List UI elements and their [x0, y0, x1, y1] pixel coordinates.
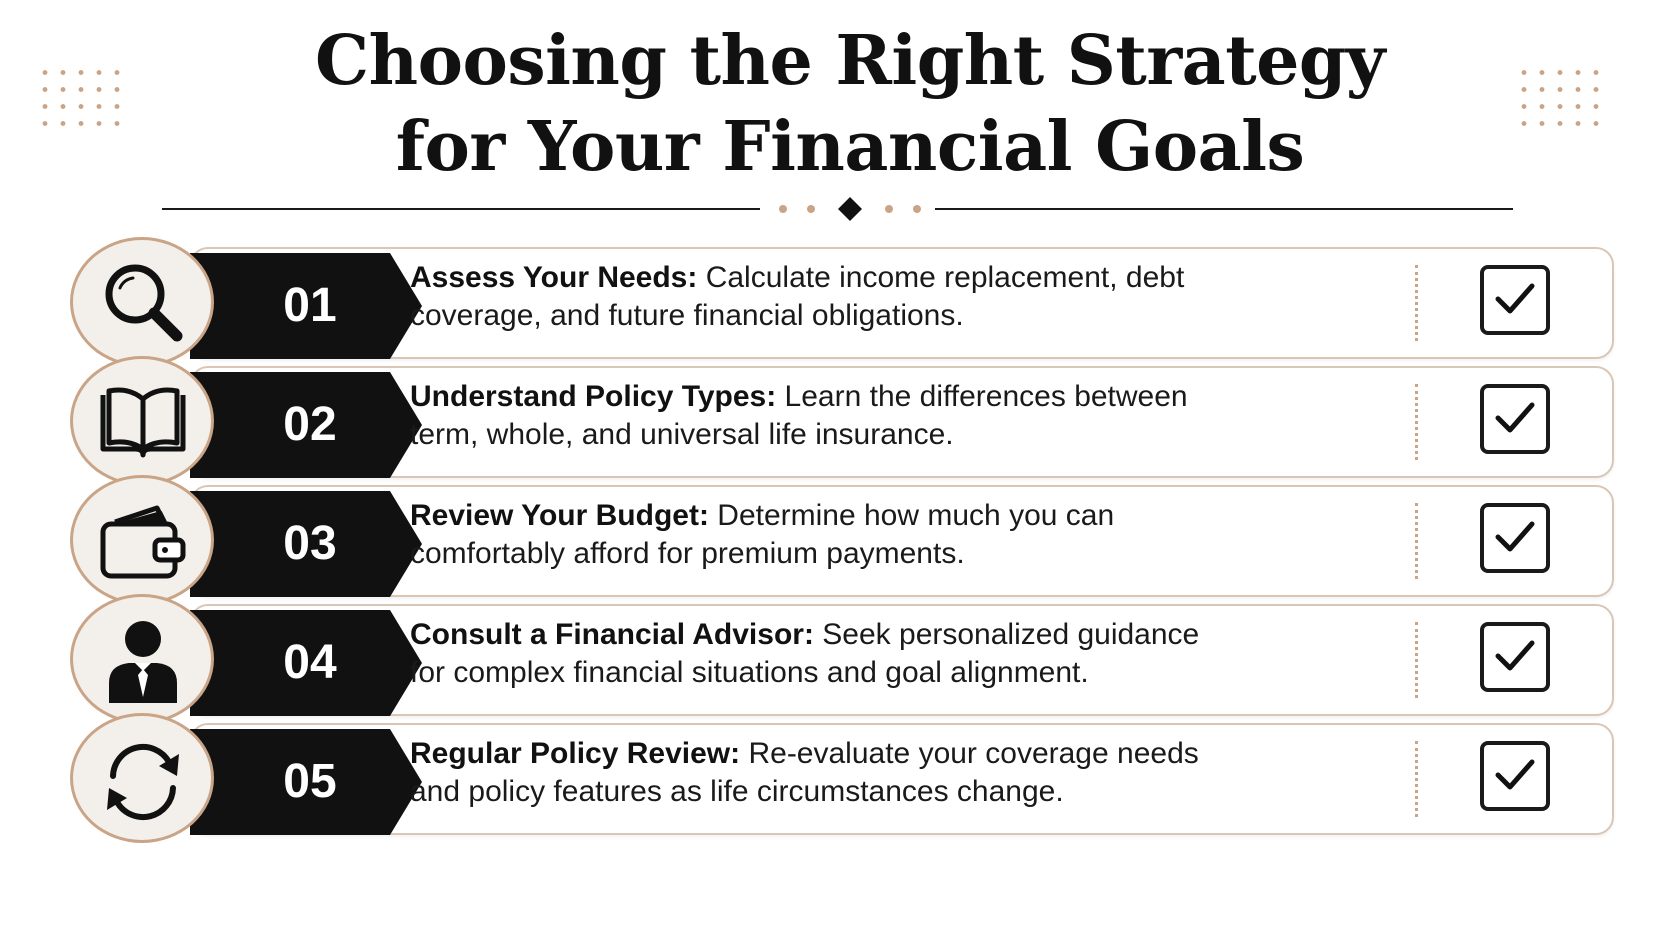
title-divider-left — [162, 208, 760, 210]
step-number: 05 — [283, 755, 337, 808]
checkmark-icon — [1494, 638, 1536, 674]
title-line-1: Choosing the Right Strategy — [315, 21, 1385, 101]
step-row-4 — [70, 594, 1612, 714]
advisor-icon — [95, 613, 191, 709]
step-number: 04 — [283, 636, 337, 689]
step-heading: Review Your Budget: — [410, 499, 709, 532]
step-separator — [1415, 384, 1418, 460]
step-description — [410, 735, 1240, 811]
page-title — [0, 18, 1672, 190]
step-checkbox[interactable] — [1480, 741, 1550, 811]
step-row-1 — [70, 237, 1612, 357]
step-description — [410, 259, 1240, 335]
step-body: Determine how much you can comfortably afford for premium payments. — [410, 499, 1115, 570]
title-line-2: for Your Financial Goals — [395, 107, 1305, 187]
step-separator — [1415, 503, 1418, 579]
step-separator — [1415, 622, 1418, 698]
step-number: 01 — [283, 279, 337, 332]
checkmark-icon — [1494, 519, 1536, 555]
magnifying-glass-icon — [95, 256, 191, 352]
decorative-dot-grid-left — [36, 64, 126, 134]
step-separator — [1415, 741, 1418, 817]
checkmark-icon — [1494, 757, 1536, 793]
title-divider-right — [935, 208, 1513, 210]
step-description — [410, 616, 1240, 692]
step-heading: Understand Policy Types: — [410, 380, 777, 413]
refresh-cycle-icon — [95, 732, 191, 828]
step-number: 03 — [283, 517, 337, 570]
step-heading: Assess Your Needs: — [410, 261, 698, 294]
step-body: Learn the differences between term, whole, and universal life insurance. — [410, 380, 1188, 451]
divider-ornament-icon — [775, 196, 925, 222]
wallet-icon — [95, 494, 191, 590]
decorative-dot-grid-right — [1515, 64, 1605, 134]
step-row-2 — [70, 356, 1612, 476]
step-body: Re-evaluate your coverage needs and policy features as life circumstances change. — [410, 737, 1199, 808]
step-checkbox[interactable] — [1480, 265, 1550, 335]
step-row-5 — [70, 713, 1612, 833]
step-checkbox[interactable] — [1480, 503, 1550, 573]
step-body: Calculate income replacement, debt coverage, and future financial obligations. — [410, 261, 1185, 332]
step-icon-circle — [70, 713, 214, 843]
step-icon-circle — [70, 475, 214, 605]
step-number: 02 — [283, 398, 337, 451]
checkmark-icon — [1494, 281, 1536, 317]
step-heading: Regular Policy Review: — [410, 737, 741, 770]
checkmark-icon — [1494, 400, 1536, 436]
step-body: Seek personalized guidance for complex financial situations and goal alignment. — [410, 618, 1200, 689]
step-description — [410, 378, 1240, 454]
step-description — [410, 497, 1240, 573]
step-icon-circle — [70, 356, 214, 486]
step-separator — [1415, 265, 1418, 341]
step-checkbox[interactable] — [1480, 622, 1550, 692]
step-icon-circle — [70, 594, 214, 724]
step-checkbox[interactable] — [1480, 384, 1550, 454]
step-icon-circle — [70, 237, 214, 367]
step-heading: Consult a Financial Advisor: — [410, 618, 814, 651]
step-row-3 — [70, 475, 1612, 595]
open-book-icon — [95, 375, 191, 471]
